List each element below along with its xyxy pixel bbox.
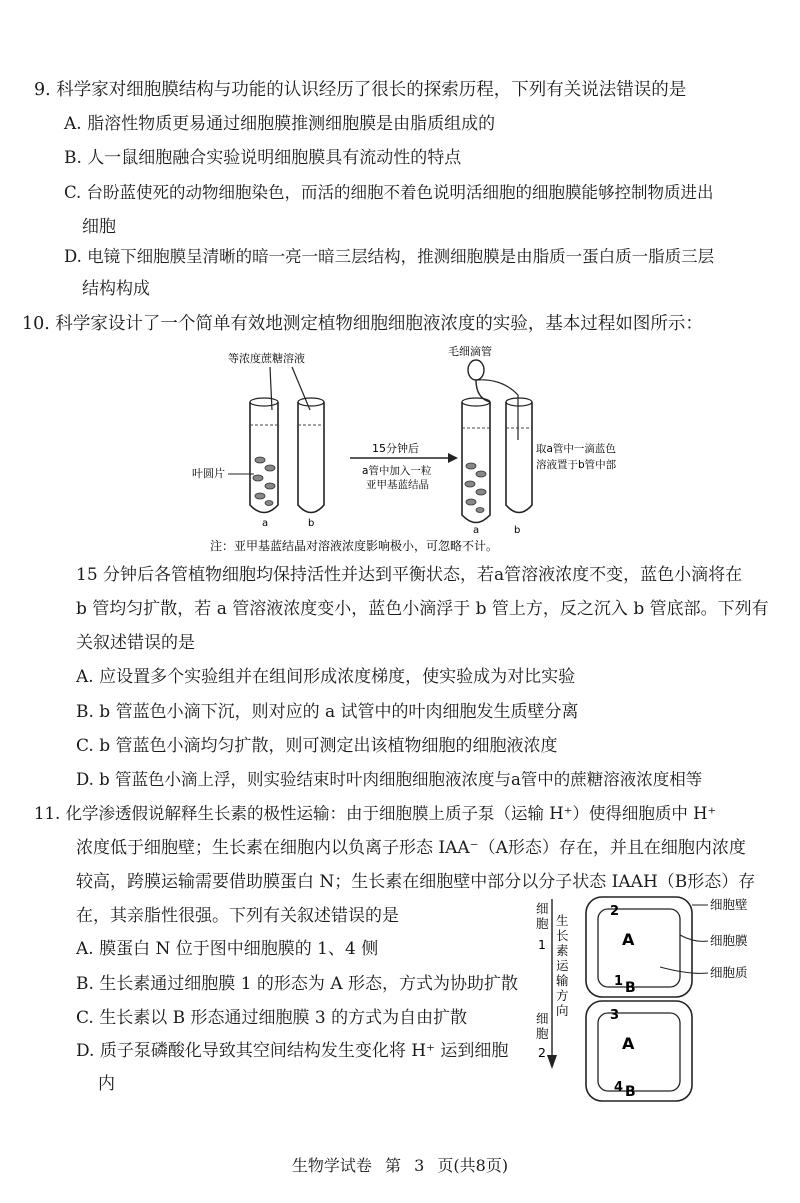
cell-1-A: A bbox=[622, 930, 635, 949]
q11-option-a: A. 膜蛋白 N 位于图中细胞膜的 1、4 侧 bbox=[76, 939, 379, 959]
q11-option-c: C. 生长素以 B 形态通过细胞膜 3 的方式为自由扩散 bbox=[76, 1008, 468, 1028]
cell-1-label bbox=[536, 901, 549, 952]
svg-text:1: 1 bbox=[614, 974, 624, 989]
capillary-label: 毛细滴管 bbox=[448, 345, 492, 358]
svg-text:细: 细 bbox=[536, 901, 549, 916]
q9-option-d-cont: 结构构成 bbox=[82, 279, 150, 299]
cell-2-label bbox=[536, 1011, 549, 1060]
q10-para-3: 关叙述错误的是 bbox=[76, 633, 195, 653]
svg-text:2: 2 bbox=[610, 904, 620, 919]
cell-1-B: B bbox=[625, 980, 636, 996]
q10-stem: 10. 科学家设计了一个简单有效地测定植物细胞细胞液浓度的实验，基本过程如图所示： bbox=[22, 314, 703, 334]
leaf-disc-label: 叶圆片 bbox=[192, 467, 225, 480]
q9-option-d: D. 电镜下细胞膜呈清晰的暗一亮一暗三层结构，推测细胞膜是由脂质一蛋白质一脂质三层 bbox=[64, 247, 715, 266]
blue-drop-note-1: 取a管中一滴蓝色 bbox=[536, 443, 616, 455]
leaf-discs-right bbox=[465, 463, 486, 513]
svg-text:生: 生 bbox=[556, 913, 569, 928]
arrow-label-3: 亚甲基蓝结晶 bbox=[366, 479, 429, 491]
svg-text:方: 方 bbox=[556, 988, 569, 1003]
q9-option-c: C. 台盼蓝使死的动物细胞染色，而活的细胞不着色说明活细胞的细胞膜能够控制物质进出 bbox=[64, 183, 714, 202]
cell-wall-label: 细胞壁 bbox=[710, 897, 748, 912]
tube-a-right bbox=[462, 402, 490, 523]
svg-text:4: 4 bbox=[614, 1080, 624, 1095]
svg-text:1: 1 bbox=[538, 937, 546, 952]
q11-option-d: D. 质子泵磷酸化导致其空间结构发生变化将 H⁺ 运到细胞 bbox=[76, 1041, 509, 1061]
q11-stem-1: 11. 化学渗透假说解释生长素的极性运输：由于细胞膜上质子泵（运输 H⁺）使得细胞质中 H⁺ bbox=[34, 804, 717, 823]
q9-stem: 9. 科学家对细胞膜结构与功能的认识经历了很长的探索历程，下列有关说法错误的是 bbox=[34, 80, 687, 100]
q11-option-d-cont: 内 bbox=[98, 1074, 115, 1094]
q11-cell-figure bbox=[530, 895, 770, 1105]
q9-option-a: A. 脂溶性物质更易通过细胞膜推测细胞膜是由脂质组成的 bbox=[64, 114, 496, 134]
q11-stem-4: 在，其亲脂性很强。下列有关叙述错误的是 bbox=[76, 906, 399, 926]
footer-page-num: 3 bbox=[414, 1156, 425, 1175]
cell-2-membrane bbox=[598, 1013, 680, 1091]
q10-experiment-figure bbox=[180, 340, 620, 555]
page-footer bbox=[0, 1153, 800, 1176]
sucrose-label: 等浓度蔗糖溶液 bbox=[228, 352, 305, 365]
arrow-label-1: 15分钟后 bbox=[372, 442, 419, 455]
svg-text:细: 细 bbox=[536, 1011, 549, 1026]
leaf-discs-left bbox=[253, 457, 275, 506]
tube-b-right-label: b bbox=[514, 525, 521, 536]
q11-stem-3: 较高，跨膜运输需要借助膜蛋白 N；生长素在细胞壁中部分以分子状态 IAAH（B形态）存 bbox=[76, 872, 756, 892]
q10-para-2: b 管均匀扩散，若 a 管溶液浓度变小，蓝色小滴浮于 b 管上方，反之沉入 b 管底部。下列有 bbox=[76, 599, 769, 619]
q10-para-1: 15 分钟后各管植物细胞均保持活性并达到平衡状态，若a管溶液浓度不变，蓝色小滴将在 bbox=[76, 565, 743, 585]
q10-option-d: D. b 管蓝色小滴上浮，则实验结束时叶肉细胞细胞液浓度与a管中的蔗糖溶液浓度相等 bbox=[76, 770, 703, 789]
tube-a-left-label: a bbox=[262, 518, 269, 529]
svg-text:胞: 胞 bbox=[536, 916, 549, 931]
q10-option-a: A. 应设置多个实验组并在组间形成浓度梯度，使实验成为对比实验 bbox=[76, 667, 576, 687]
cytoplasm-label: 细胞质 bbox=[710, 965, 748, 980]
svg-text:2: 2 bbox=[538, 1045, 546, 1060]
svg-text:素: 素 bbox=[556, 943, 569, 958]
cell-2-B: B bbox=[625, 1084, 636, 1100]
q11-option-b: B. 生长素通过细胞膜 1 的形态为 A 形态，方式为协助扩散 bbox=[76, 974, 519, 994]
footer-page-pre: 第 bbox=[385, 1156, 402, 1175]
svg-text:向: 向 bbox=[556, 1003, 569, 1018]
svg-text:输: 输 bbox=[556, 973, 569, 988]
footer-page-post: 页(共8页) bbox=[437, 1156, 509, 1175]
q10-option-c: C. b 管蓝色小滴均匀扩散，则可测定出该植物细胞的细胞液浓度 bbox=[76, 736, 558, 756]
q9-option-b: B. 人一鼠细胞融合实验说明细胞膜具有流动性的特点 bbox=[64, 148, 462, 168]
blue-drop-note-2: 溶液置于b管中部 bbox=[536, 459, 617, 471]
capillary-bulb bbox=[468, 360, 484, 380]
svg-text:3: 3 bbox=[610, 1008, 620, 1023]
arrow-label-2: a管中加入一粒 bbox=[362, 465, 432, 477]
figure-note: 注：亚甲基蓝结晶对溶液浓度影响极小，可忽略不计。 bbox=[210, 539, 499, 553]
cell-1-wall bbox=[586, 897, 692, 997]
q11-stem-2: 浓度低于细胞壁；生长素在细胞内以负离子形态 IAA⁻（A形态）存在，并且在细胞内浓度 bbox=[76, 838, 746, 858]
cell-membrane-label: 细胞膜 bbox=[710, 933, 748, 948]
tube-b-right bbox=[506, 402, 532, 513]
svg-text:胞: 胞 bbox=[536, 1026, 549, 1041]
cell-2-A: A bbox=[622, 1034, 635, 1053]
svg-text:长: 长 bbox=[556, 928, 569, 943]
footer-subject: 生物学试卷 bbox=[291, 1156, 372, 1175]
tube-a-right-label: a bbox=[473, 525, 480, 536]
tube-b-left bbox=[298, 402, 324, 513]
tube-b-left-label: b bbox=[308, 518, 315, 529]
q9-option-c-cont: 细胞 bbox=[82, 217, 116, 237]
cell-1-membrane bbox=[598, 909, 680, 987]
cell-2-wall bbox=[586, 1001, 692, 1101]
svg-text:运: 运 bbox=[556, 958, 569, 973]
direction-label bbox=[556, 913, 569, 1018]
q10-option-b: B. b 管蓝色小滴下沉，则对应的 a 试管中的叶肉细胞发生质壁分离 bbox=[76, 702, 579, 722]
